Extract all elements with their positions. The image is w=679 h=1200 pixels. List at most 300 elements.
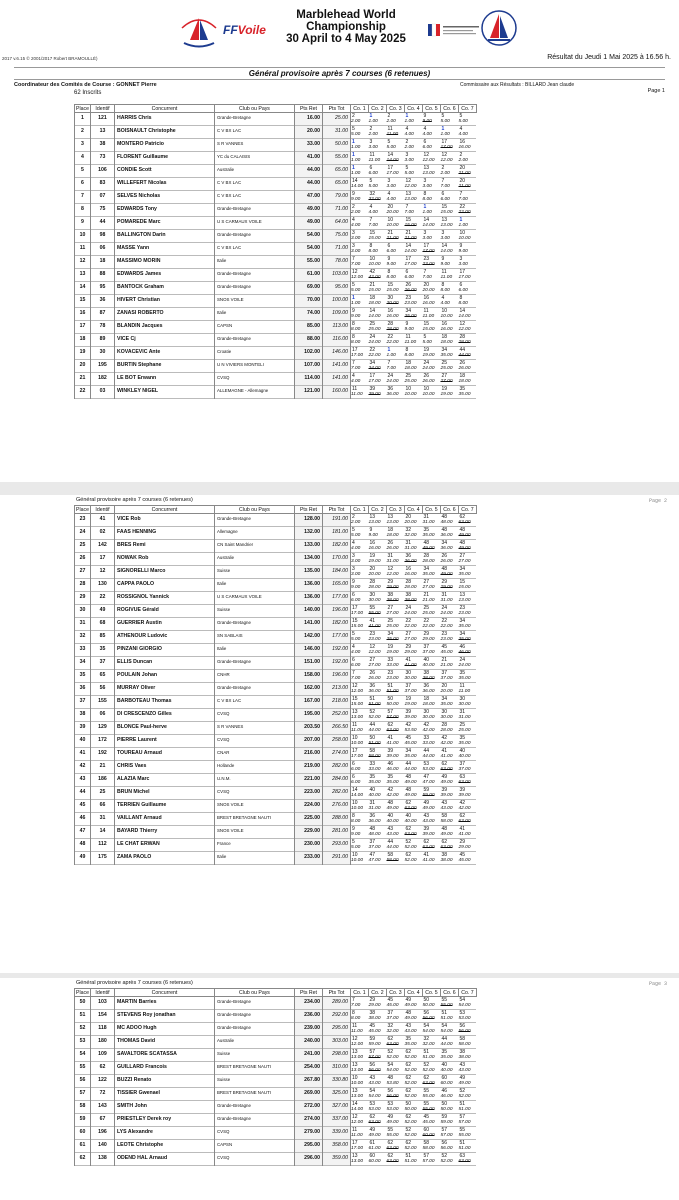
race-result-cell: 26 26.00: [422, 373, 435, 384]
competitor-name: BANTOCK Graham: [114, 282, 214, 295]
race-result-cell: 57 57.00: [386, 709, 399, 720]
points-total: 358.00: [322, 1140, 350, 1153]
race-result-cell: 1 1.00: [386, 347, 396, 358]
race-result-cell: 55 55.00: [422, 1088, 435, 1099]
race-result-cell: 18 18.00: [368, 295, 381, 306]
sail-id-cell: 155: [90, 696, 114, 709]
race-result-cell: 3 3.00: [350, 553, 361, 564]
race-result-cell: 1 1.00: [350, 152, 361, 163]
race-result-cell: 37 37.00: [368, 839, 381, 850]
race-result-cell: 62 63.00: [386, 1153, 399, 1164]
race-result-cell: 11 11.00: [386, 126, 399, 137]
points-retained: 136.00: [294, 579, 322, 592]
race-result-cell: 17 17.00: [422, 243, 435, 254]
race-result-cell: 62 52.00: [404, 1075, 417, 1086]
column-header: Pts Tot: [322, 989, 350, 997]
club-cell: Italie: [214, 644, 294, 657]
place-cell: 3: [75, 139, 91, 152]
place-cell: 49: [75, 852, 91, 865]
column-header: Co. 1: [350, 105, 368, 113]
race-result-cell: 35 35.00: [458, 386, 471, 397]
race-result-cell: 6 6.00: [458, 282, 468, 293]
race-result-cell: 10 10.00: [404, 386, 417, 397]
club-cell: CAPSN: [214, 1140, 294, 1153]
race-result-cell: 14 14.00: [422, 217, 435, 228]
points-retained: 61.00: [294, 269, 322, 282]
sail-id-cell: 35: [90, 644, 114, 657]
competitor-name: MURRAY Oliver: [114, 683, 214, 696]
club-cell: CNHR: [214, 670, 294, 683]
race-result-cell: 6 6.00: [404, 269, 414, 280]
table-row: [75, 748, 477, 761]
race-result-cell: 62 63.00: [440, 839, 453, 850]
race-result-cell: 48 49.00: [404, 1010, 417, 1021]
points-retained: 225.00: [294, 813, 322, 826]
points-total: 337.00: [322, 1114, 350, 1127]
column-header: Co. 2: [368, 105, 386, 113]
race-result-cell: 31 31.00: [368, 800, 381, 811]
club-cell: ALLEMAGNE - Allemagne: [214, 386, 294, 399]
race-result-cell: 42 42.00: [440, 735, 453, 746]
race-result-cell: 1 1.00: [350, 165, 361, 176]
race-result-cell: 50 50.00: [404, 1101, 417, 1112]
race-result-cell: 26 26.00: [386, 540, 399, 551]
sail-id-cell: 182: [90, 373, 114, 386]
race-result-cell: 55 55.00: [368, 605, 381, 616]
race-result-cell: 45 45.00: [404, 735, 417, 746]
competitor-name: EDWARDS Tony: [114, 204, 214, 217]
points-retained: 236.00: [294, 1010, 322, 1023]
race-result-cell: 39 39.00: [422, 826, 435, 837]
place-cell: 43: [75, 774, 91, 787]
points-total: 359.00: [322, 1153, 350, 1166]
points-retained: 195.00: [294, 709, 322, 722]
race-result-cell: 26 26.00: [368, 670, 381, 681]
race-result-cell: 51 51.00: [422, 1049, 435, 1060]
points-total: 213.00: [322, 683, 350, 696]
race-result-cell: 10 10.00: [350, 852, 363, 863]
competitor-name: BALLINGTON Darin: [114, 230, 214, 243]
place-cell: 22: [75, 386, 91, 399]
race-result-cell: 9 9.00: [350, 826, 361, 837]
club-cell: C V BX LAC: [214, 126, 294, 139]
race-result-cell: 4 4.00: [404, 126, 414, 137]
race-result-cell: 29 29.00: [386, 579, 399, 590]
race-result-cell: 22 22.00: [422, 618, 435, 629]
race-result-cell: 16 16.00: [404, 566, 417, 577]
race-result-cell: 34 35.00: [458, 618, 471, 629]
race-result-cell: 15 15.00: [350, 696, 363, 707]
column-header: Co. 4: [404, 506, 422, 514]
race-result-cell: 23 23.00: [422, 256, 435, 267]
race-result-cell: 48 48.00: [440, 514, 453, 525]
race-result-cell: 63 63.00: [458, 1153, 471, 1164]
points-retained: 114.00: [294, 373, 322, 386]
race-result-cell: 43 43.00: [422, 813, 435, 824]
race-result-cell: 21 21.00: [404, 230, 417, 241]
race-result-cell: 52 52.00: [404, 839, 417, 850]
table-row: [75, 553, 477, 566]
club-cell: Grande-Bretagne: [214, 1010, 294, 1023]
competitor-name: ODEND HAL Arnaud: [114, 1153, 214, 1166]
competitor-name: LE CHAT ERWAN: [114, 839, 214, 852]
place-cell: 1: [75, 113, 91, 126]
club-cell: Grande-Bretagne: [214, 334, 294, 347]
race-result-cell: 5 5.00: [350, 527, 361, 538]
race-result-cell: 3 3.00: [458, 256, 468, 267]
competitor-name: NOWAK Rob: [114, 553, 214, 566]
sail-id-cell: 89: [90, 334, 114, 347]
race-result-cell: 36 36.00: [386, 386, 399, 397]
sail-id-cell: 143: [90, 1101, 114, 1114]
sail-id-cell: 175: [90, 852, 114, 865]
race-result-cell: 15 15.00: [350, 618, 363, 629]
club-cell: Italie: [214, 308, 294, 321]
sail-id-cell: 21: [90, 761, 114, 774]
race-result-cell: 9 9.00: [440, 256, 450, 267]
column-header: Co. 2: [368, 989, 386, 997]
points-total: 330.80: [322, 1075, 350, 1088]
table-row: [75, 373, 477, 386]
race-result-cell: 6 6.00: [386, 243, 396, 254]
column-header: Co. 3: [386, 105, 404, 113]
club-cell: CN Saint Mandrier: [214, 540, 294, 553]
points-retained: 221.00: [294, 774, 322, 787]
table-row: [75, 709, 477, 722]
points-retained: 158.00: [294, 670, 322, 683]
race-result-cell: 62 52.00: [404, 852, 417, 863]
race-result-cell: 40 40.00: [386, 813, 399, 824]
race-result-cell: 51 51.00: [368, 696, 381, 707]
competitor-name: ZANASI ROBERTO: [114, 308, 214, 321]
race-result-cell: 53 53.00: [422, 761, 435, 772]
race-result-cell: 40 40.00: [368, 787, 381, 798]
table-row: [75, 334, 477, 347]
place-cell: 53: [75, 1036, 91, 1049]
points-retained: 239.00: [294, 1023, 322, 1036]
page-subtitle: Général provisoire après 7 courses (6 retenues): [76, 497, 193, 503]
race-result-cell: 41 41.00: [386, 735, 399, 746]
race-result-cell: 4 4.00: [350, 373, 361, 384]
sail-id-cell: 78: [90, 321, 114, 334]
race-result-cell: 8 8.00: [368, 243, 378, 254]
race-result-cell: 51 51.00: [458, 1140, 471, 1151]
race-result-cell: 10 10.00: [350, 800, 363, 811]
points-retained: 219.00: [294, 761, 322, 774]
club-cell: U S CARMAUX VOILE: [214, 217, 294, 230]
table-row: [75, 527, 477, 540]
race-result-cell: 40 40.00: [458, 748, 471, 759]
competitor-name: BOISNAULT Christophe: [114, 126, 214, 139]
points-total: 184.00: [322, 566, 350, 579]
points-retained: 216.00: [294, 748, 322, 761]
competitor-name: MC ADOO Hugh: [114, 1023, 214, 1036]
table-row: [75, 787, 477, 800]
race-result-cell: 52 52.00: [404, 1127, 417, 1138]
points-retained: 47.00: [294, 191, 322, 204]
club-cell: CVSQ: [214, 1153, 294, 1166]
race-result-cell: 3 3.00: [350, 243, 361, 254]
sail-id-cell: 56: [90, 683, 114, 696]
race-result-cell: 30 30.00: [422, 709, 435, 720]
race-result-cell: 14 14.00: [404, 243, 417, 254]
race-result-cell: 32 32.00: [404, 527, 417, 538]
points-total: 288.00: [322, 813, 350, 826]
page-number: Page 2: [648, 498, 667, 504]
race-result-cell: 59 59.00: [368, 1036, 381, 1047]
sail-id-cell: 129: [90, 722, 114, 735]
race-result-cell: 29 29.00: [368, 997, 381, 1008]
race-result-cell: 28 28.00: [422, 553, 435, 564]
race-result-cell: 35 35.00: [458, 735, 471, 746]
points-total: 289.00: [322, 997, 350, 1010]
race-result-cell: 49 49.00: [368, 1127, 381, 1138]
race-result-cell: 44 44.00: [440, 1036, 453, 1047]
race-result-cell: 49 49.00: [458, 1075, 471, 1086]
points-retained: 41.00: [294, 152, 322, 165]
column-header: Co. 4: [404, 989, 422, 997]
club-cell: Grande-Bretagne: [214, 230, 294, 243]
race-result-cell: 55 55.00: [422, 1101, 435, 1112]
table-row: [75, 191, 477, 204]
race-result-cell: 11 11.00: [350, 386, 363, 397]
race-result-cell: 38 38.00: [440, 852, 453, 863]
race-result-cell: 18 18.00: [458, 373, 471, 384]
race-result-cell: 56 56.00: [386, 1088, 399, 1099]
competitor-name: BAYARD Thierry: [114, 826, 214, 839]
place-cell: 16: [75, 308, 91, 321]
points-retained: 233.00: [294, 852, 322, 865]
race-result-cell: 28 28.00: [440, 722, 453, 733]
race-result-cell: 48 49.00: [422, 540, 435, 551]
race-result-cell: 57 57.00: [422, 1153, 435, 1164]
place-cell: 24: [75, 527, 91, 540]
sail-id-cell: 07: [90, 191, 114, 204]
place-cell: 60: [75, 1127, 91, 1140]
competitor-name: TOUREAU Arnaud: [114, 748, 214, 761]
race-result-cell: 24 24.00: [458, 657, 471, 668]
place-cell: 20: [75, 360, 91, 373]
points-retained: 234.00: [294, 997, 322, 1010]
table-row: [75, 308, 477, 321]
race-result-cell: 26 26.00: [458, 360, 471, 371]
sail-id-cell: 38: [90, 139, 114, 152]
race-result-cell: 20 20.00: [440, 683, 453, 694]
points-total: 196.00: [322, 605, 350, 618]
race-result-cell: 28 28.00: [404, 579, 417, 590]
race-result-cell: 9 9.00: [350, 579, 361, 590]
points-total: 303.00: [322, 1036, 350, 1049]
competitor-name: PINZANI GIORGIO: [114, 644, 214, 657]
race-result-cell: 58 58.00: [458, 1036, 471, 1047]
column-header: Co. 1: [350, 989, 368, 997]
points-retained: 49.00: [294, 204, 322, 217]
sail-id-cell: 18: [90, 256, 114, 269]
race-result-cell: 49 49.00: [422, 800, 435, 811]
sail-id-cell: 06: [90, 709, 114, 722]
points-total: 192.00: [322, 644, 350, 657]
table-row: [75, 113, 477, 126]
place-cell: 42: [75, 761, 91, 774]
sail-id-cell: 103: [90, 997, 114, 1010]
race-result-cell: 41 41.00: [368, 618, 381, 629]
race-result-cell: 43 43.00: [386, 826, 399, 837]
place-cell: 31: [75, 618, 91, 631]
race-result-cell: 19 19.00: [368, 553, 381, 564]
column-header: Co. 6: [440, 105, 458, 113]
race-result-cell: 5 5.00: [350, 126, 361, 137]
club-cell: SNOS VOILE: [214, 826, 294, 839]
column-header: Concurrent: [114, 506, 214, 514]
club-cell: CNAR: [214, 748, 294, 761]
club-cell: Suisse: [214, 605, 294, 618]
race-result-cell: 27 27.00: [368, 657, 381, 668]
race-result-cell: 12 12.00: [350, 1036, 363, 1047]
race-result-cell: 41 41.00: [404, 657, 417, 668]
race-result-cell: 25 25.00: [440, 360, 453, 371]
table-row: [75, 204, 477, 217]
competitor-name: TISSIER Gwenael: [114, 1088, 214, 1101]
place-cell: 13: [75, 269, 91, 282]
place-cell: 36: [75, 683, 91, 696]
race-result-cell: 13 13.00: [350, 709, 363, 720]
race-result-cell: 19 19.00: [386, 644, 399, 655]
table-row: [75, 761, 477, 774]
points-retained: 254.00: [294, 1062, 322, 1075]
race-result-cell: 20 20.00: [386, 204, 399, 215]
page-header: [0, 0, 679, 61]
competitor-name: LYS Alexandre: [114, 1127, 214, 1140]
column-header: Co. 6: [440, 989, 458, 997]
race-result-cell: 48 49.00: [458, 540, 471, 551]
race-result-cell: 22 22.00: [404, 618, 417, 629]
race-result-cell: 20 20.00: [368, 566, 381, 577]
competitor-name: POMAREDE Marc: [114, 217, 214, 230]
race-result-cell: 12 12.00: [386, 566, 399, 577]
club-cell: Grande-Bretagne: [214, 683, 294, 696]
race-result-cell: 17 17.00: [350, 1140, 363, 1151]
column-header: Co. 7: [458, 105, 476, 113]
points-retained: 146.00: [294, 644, 322, 657]
table-row: [75, 230, 477, 243]
race-result-cell: 62 63.00: [458, 514, 471, 525]
table-row: [75, 514, 477, 527]
points-retained: 203.50: [294, 722, 322, 735]
race-result-cell: 54 54.00: [440, 1023, 453, 1034]
race-result-cell: 60 60.00: [422, 1127, 435, 1138]
column-header: Identif: [90, 989, 114, 997]
table-row: [75, 566, 477, 579]
competitor-name: MARTIN Barries: [114, 997, 214, 1010]
points-total: 284.00: [322, 774, 350, 787]
race-result-cell: 28 28.00: [368, 579, 381, 590]
place-cell: 61: [75, 1140, 91, 1153]
points-retained: 240.00: [294, 1036, 322, 1049]
points-total: 325.00: [322, 1088, 350, 1101]
race-result-cell: 20 20.00: [404, 514, 417, 525]
race-result-cell: 30 30.00: [458, 696, 471, 707]
race-result-cell: 2 2.00: [350, 204, 361, 215]
club-cell: Australie: [214, 553, 294, 566]
points-total: 298.00: [322, 1049, 350, 1062]
points-total: 292.00: [322, 1010, 350, 1023]
points-retained: 20.00: [294, 126, 322, 139]
points-total: 160.00: [322, 386, 350, 399]
race-result-cell: 43 43.00: [368, 1075, 381, 1086]
race-result-cell: 42 42.00: [368, 269, 381, 280]
race-result-cell: 9 9.00: [350, 308, 361, 319]
club-cell: Hollande: [214, 761, 294, 774]
standings-table: [74, 104, 477, 399]
table-row: [75, 540, 477, 553]
table-row: [75, 1036, 477, 1049]
race-result-cell: 62 63.00: [404, 826, 417, 837]
points-retained: 44.00: [294, 165, 322, 178]
points-total: 310.00: [322, 1062, 350, 1075]
race-result-cell: 46 46.00: [386, 761, 399, 772]
race-result-cell: 58 58.00: [368, 748, 381, 759]
place-cell: 48: [75, 839, 91, 852]
club-cell: C V BX LAC: [214, 243, 294, 256]
table-row: [75, 722, 477, 735]
points-total: 170.00: [322, 553, 350, 566]
race-result-cell: 6 6.00: [350, 761, 361, 772]
competitor-name: BURTIN Stephane: [114, 360, 214, 373]
club-cell: U.N.M.: [214, 774, 294, 787]
competitor-name: MASSIMO MORIN: [114, 256, 214, 269]
points-total: 65.00: [322, 178, 350, 191]
race-result-cell: 17 17.00: [350, 748, 363, 759]
race-result-cell: 11 11.00: [368, 152, 381, 163]
race-result-cell: 37 37.00: [386, 1010, 399, 1021]
club-cell: Italie: [214, 852, 294, 865]
place-cell: 40: [75, 735, 91, 748]
race-result-cell: 24 24.00: [404, 605, 417, 616]
race-result-cell: 8 8.00: [458, 295, 468, 306]
race-result-cell: 45 45.00: [422, 1114, 435, 1125]
race-result-cell: 6 6.00: [350, 592, 361, 603]
race-result-cell: 50 50.00: [440, 1101, 453, 1112]
club-cell: SNOS VOILE: [214, 800, 294, 813]
race-result-cell: 17 17.00: [440, 139, 453, 150]
table-row: [75, 1153, 477, 1166]
race-result-cell: 11 11.00: [404, 334, 417, 345]
race-result-cell: 42 53.50: [404, 722, 417, 733]
race-result-cell: 27 27.00: [440, 373, 453, 384]
sail-id-cell: 73: [90, 152, 114, 165]
table-row: [75, 826, 477, 839]
points-total: 31.00: [322, 126, 350, 139]
race-result-cell: 15 15.00: [440, 204, 453, 215]
points-retained: 272.00: [294, 1101, 322, 1114]
race-result-cell: 48 48.00: [368, 826, 381, 837]
club-cell: Grande-Bretagne: [214, 514, 294, 527]
club-cell: CVSQ: [214, 735, 294, 748]
points-retained: 49.00: [294, 217, 322, 230]
column-header: Co. 4: [404, 105, 422, 113]
race-result-cell: 25 25.00: [458, 722, 471, 733]
race-result-cell: 8 8.00: [386, 269, 396, 280]
table-row: [75, 139, 477, 152]
race-result-cell: 20 20.00: [422, 282, 435, 293]
points-total: 281.00: [322, 826, 350, 839]
points-retained: 279.00: [294, 1127, 322, 1140]
points-retained: 269.00: [294, 1088, 322, 1101]
race-result-cell: 2 2.00: [404, 139, 414, 150]
race-result-cell: 58 58.00: [422, 1140, 435, 1151]
sail-id-cell: 172: [90, 735, 114, 748]
competitor-name: WILLEFERT Nicolas: [114, 178, 214, 191]
